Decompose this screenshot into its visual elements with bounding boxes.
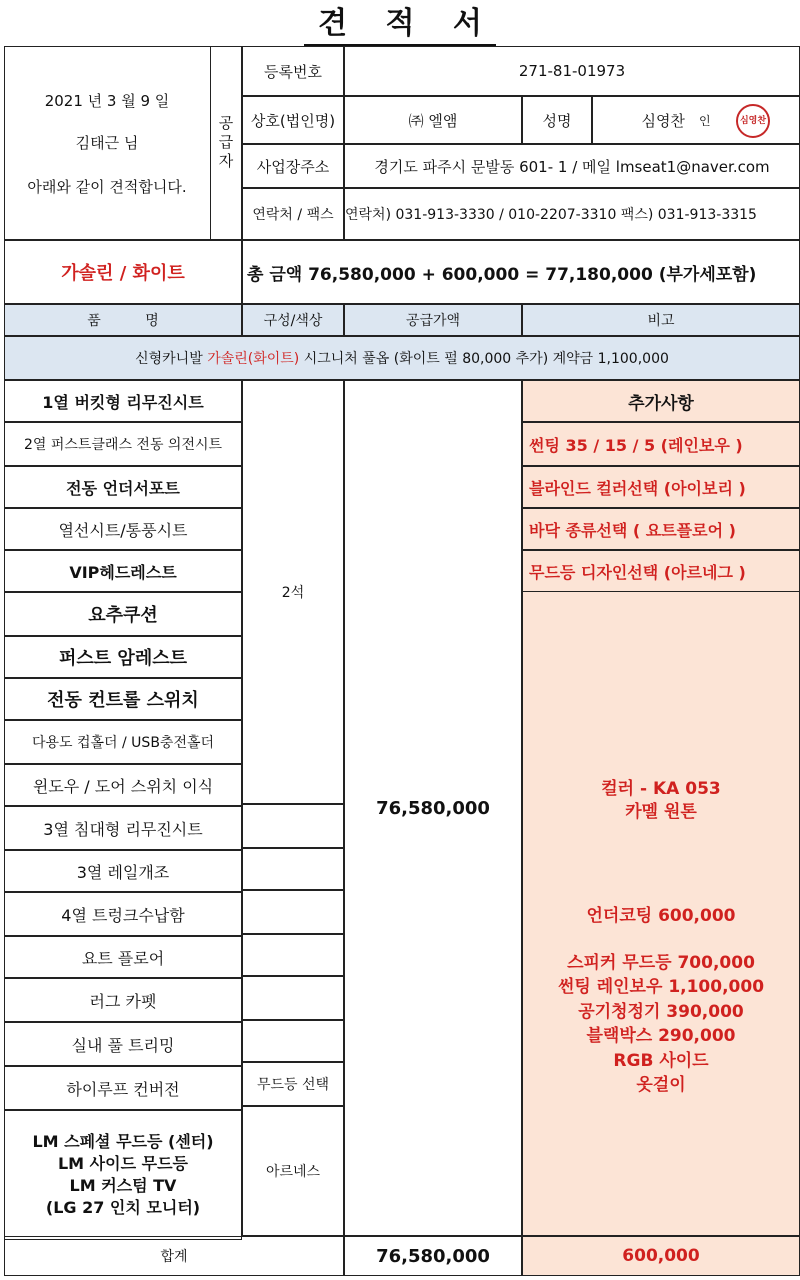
address-label: 사업장주소 (242, 144, 344, 188)
config-empty-cell (242, 890, 344, 934)
config-mood-select: 무드등 선택 (242, 1062, 344, 1106)
color-option: 컬러 - KA 053 카멜 원톤 (601, 779, 721, 822)
supplier-side-label: 공급자 (210, 46, 242, 240)
item-row: 4열 트렁크수납함 (4, 892, 242, 936)
company-seal-stamp: 심영찬 (736, 104, 770, 138)
item-row: 3열 침대형 리무진시트 (4, 806, 242, 850)
vehicle-description (4, 336, 800, 380)
extra-options-list: 스피커 무드등 700,000 썬팅 레인보우 1,100,000 공기청정기 390,000 블랙박스 290,000 RGB 사이드 옷걸이 (557, 952, 765, 1095)
seal-mark: 인 (698, 113, 711, 128)
item-row: 2열 퍼스트클래스 전동 의전시트 (4, 422, 242, 466)
header-item-name: 품 명 (4, 304, 242, 336)
addition-mood: 무드등 디자인선택 (아르네그 ) (522, 550, 800, 592)
contact-value: 연락처) 031-913-3330 / 010-2207-3310 팩스) 031-913-3315 (344, 188, 800, 240)
config-empty-cell (242, 1020, 344, 1062)
footer-extra-total: 600,000 (522, 1236, 800, 1276)
config-empty-cell (242, 804, 344, 848)
config-empty-cell (242, 934, 344, 976)
config-blank-rows (242, 804, 344, 1062)
representative-name: 심영찬 (641, 111, 685, 130)
item-row: 실내 풀 트리밍 (4, 1022, 242, 1066)
intro-text: 아래와 같이 견적합니다. (27, 177, 187, 196)
fuel-color-summary: 가솔린 / 화이트 (4, 240, 242, 304)
addition-floor: 바닥 종류선택 ( 요트플로어 ) (522, 508, 800, 550)
footer-total-label: 합계 (4, 1236, 344, 1276)
document-title: 견 적 서 (0, 0, 800, 44)
footer-supply-total: 76,580,000 (344, 1236, 522, 1276)
header-config: 구성/색상 (242, 304, 344, 336)
item-row: 전동 언더서포트 (4, 466, 242, 508)
item-row: 요추쿠션 (4, 592, 242, 636)
header-note: 비고 (522, 304, 800, 336)
item-row: 3열 레일개조 (4, 850, 242, 892)
vehicle-suffix: 시그니처 풀옵 (화이트 펄 80,000 추가) 계약금 1,100,000 (299, 351, 669, 367)
addition-tinting: 썬팅 35 / 15 / 5 (레인보우 ) (522, 422, 800, 466)
item-row: 러그 카펫 (4, 978, 242, 1022)
vehicle-highlight: 가솔린(화이트) (207, 351, 300, 367)
config-empty-cell (242, 848, 344, 890)
config-empty-cell (242, 976, 344, 1020)
additions-header: 추가사항 (522, 380, 800, 422)
vehicle-prefix: 신형카니발 (135, 351, 208, 367)
item-row: 요트 플로어 (4, 936, 242, 978)
config-seats: 2석 (242, 380, 344, 804)
undercoating-option: 언더코팅 600,000 (586, 905, 736, 926)
contact-label: 연락처 / 팩스 (242, 188, 344, 240)
name-label: 성명 (522, 96, 592, 144)
item-row: 1열 버킷형 리무진시트 (4, 380, 242, 422)
item-row: 하이루프 컨버전 (4, 1066, 242, 1110)
reg-label: 등록번호 (242, 46, 344, 96)
item-row: 열선시트/통풍시트 (4, 508, 242, 550)
address-value: 경기도 파주시 문발동 601- 1 / 메일 lmseat1@naver.com (344, 144, 800, 188)
item-row: 윈도우 / 도어 스위치 이식 (4, 764, 242, 806)
supply-price: 76,580,000 (344, 380, 522, 1236)
item-row: 전동 컨트롤 스위치 (4, 678, 242, 720)
item-row: 퍼스트 암레스트 (4, 636, 242, 678)
quote-date: 2021 년 3 월 9 일 (44, 91, 170, 110)
header-price: 공급가액 (344, 304, 522, 336)
item-row: VIP헤드레스트 (4, 550, 242, 592)
company-label: 상호(법인명) (242, 96, 344, 144)
addition-blind: 블라인드 컬러선택 (아이보리 ) (522, 466, 800, 508)
item-row: LM 스페셜 무드등 (센터) LM 사이드 무드등 LM 커스텀 TV (LG 27 인치 모니터) (4, 1110, 242, 1240)
config-arnes: 아르네스 (242, 1106, 344, 1236)
item-list (4, 380, 242, 1236)
company-value: ㈜ 엘앰 (344, 96, 522, 144)
total-amount: 총 금액 76,580,000 + 600,000 = 77,180,000 (부가세포함) (242, 240, 800, 304)
reg-value: 271-81-01973 (344, 46, 800, 96)
item-row: 다용도 컵홀더 / USB충전홀더 (4, 720, 242, 764)
recipient-name: 김태근 님 (75, 133, 139, 152)
